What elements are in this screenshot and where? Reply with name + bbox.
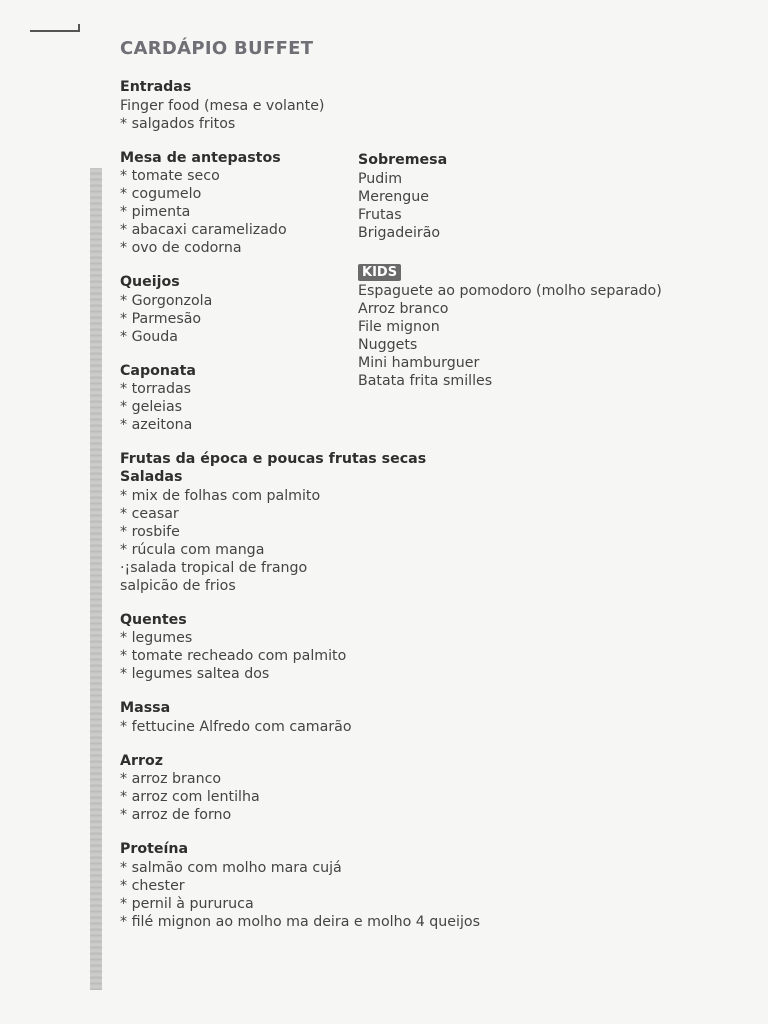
menu-item: Mini hamburguer (358, 354, 480, 371)
page-title: CARDÁPIO BUFFET (120, 38, 314, 59)
menu-right-column (358, 152, 758, 407)
menu-item: * arroz de forno (120, 807, 232, 824)
menu-item: * Parmesão (120, 310, 202, 327)
menu-item: * pimenta (120, 204, 191, 221)
section-saladas (120, 469, 540, 595)
section-heading: Queijos (120, 274, 180, 291)
section-massa (120, 700, 540, 736)
menu-item: Espaguete ao pomodoro (molho separado) (358, 282, 662, 299)
menu-item: * filé mignon ao molho ma deira e molho 4 queijos (120, 913, 480, 930)
menu-item: * arroz com lentilha (120, 789, 260, 806)
menu-item: * tomate recheado com palmito (120, 648, 347, 665)
menu-item: Nuggets (358, 336, 418, 353)
menu-item: * azeitona (120, 417, 193, 434)
section-quentes (120, 612, 540, 684)
menu-item: Arroz branco (358, 300, 449, 317)
section-proteina (120, 841, 540, 931)
section-heading: Sobremesa (358, 152, 448, 168)
menu-item: * Gorgonzola (120, 292, 213, 309)
menu-item: * pernil à pururuca (120, 895, 254, 912)
menu-item: Batata frita smilles (358, 372, 493, 389)
section-heading: Arroz (120, 752, 163, 769)
menu-item: * torradas (120, 381, 192, 398)
section-frutas (120, 451, 540, 469)
scan-edge-shadow (90, 168, 102, 990)
menu-item: * legumes (120, 630, 193, 647)
section-heading: Proteína (120, 841, 189, 858)
section-arroz (120, 753, 540, 825)
menu-item: * ovo de codorna (120, 240, 242, 257)
section-sobremesa (358, 152, 758, 242)
section-kids (358, 261, 758, 390)
corner-mark (30, 24, 80, 32)
menu-item: Brigadeirão (358, 224, 441, 241)
menu-item: * ceasar (120, 505, 179, 522)
menu-item: * legumes saltea dos (120, 666, 270, 683)
section-heading: Entradas (120, 79, 192, 95)
section-heading: Quentes (120, 611, 187, 628)
section-heading: Mesa de antepastos (120, 149, 281, 166)
menu-item: * arroz branco (120, 771, 222, 788)
kids-badge: KIDS (358, 264, 401, 281)
menu-item: * salmão com molho mara cujá (120, 859, 342, 876)
menu-item: ·¡salada tropical de frango (120, 559, 308, 576)
menu-item: * fettucine Alfredo com camarão (120, 718, 352, 735)
section-heading: Frutas da época e poucas frutas secas (120, 451, 427, 468)
menu-item: * chester (120, 877, 185, 894)
menu-item: * Gouda (120, 328, 178, 345)
section-heading: Massa (120, 700, 171, 717)
menu-item: File mignon (358, 318, 440, 335)
menu-item: * cogumelo (120, 186, 202, 203)
section-heading: Saladas (120, 468, 183, 485)
menu-item: * abacaxi caramelizado (120, 222, 287, 239)
menu-item: * mix de folhas com palmito (120, 487, 321, 504)
menu-item: * geleias (120, 399, 183, 416)
menu-item: salpicão de frios (120, 577, 236, 594)
menu-item: Pudim (358, 170, 403, 187)
menu-item: * rúcula com manga (120, 541, 265, 558)
section-heading: Caponata (120, 362, 196, 379)
menu-item: Finger food (mesa e volante) (120, 97, 325, 114)
menu-item: Frutas (358, 206, 402, 223)
menu-item: Merengue (358, 188, 429, 205)
section-entradas (120, 79, 540, 133)
menu-item: * tomate seco (120, 168, 220, 185)
menu-item: * salgados fritos (120, 115, 236, 132)
menu-item: * rosbife (120, 523, 180, 540)
